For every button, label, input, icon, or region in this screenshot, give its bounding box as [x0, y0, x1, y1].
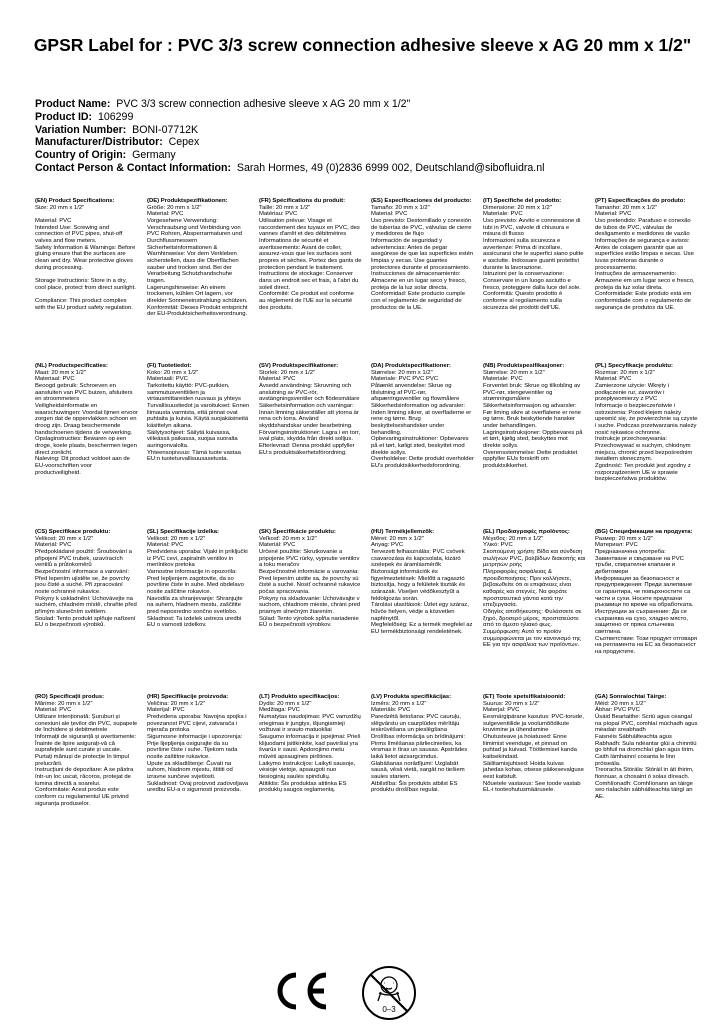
spec-heading: (LT) Produkto specifikacijos:: [259, 694, 340, 700]
spec-heading: (HU) Termékjellemzők:: [371, 529, 435, 535]
spec-block: [147, 198, 250, 363]
info-variation-number: Variation Number: BONI-07712K: [35, 123, 199, 136]
spec-heading: (SV) Produktspecifikationer:: [259, 363, 339, 369]
ce-mark-icon: [280, 975, 326, 1007]
spec-block: [595, 529, 698, 694]
spec-block: [259, 198, 362, 363]
spec-text: Maat: 20 mm x 1/2" Materiaal: PVC Beoogd gebruik: Schroeven en aansluiten van PVC buizen, afsluiters en stroommeters Veiligheidsinformatie en waarschuwingen: Voordat lijmen ervoor zorgen dat de oppervlakken schoon en droog zijn. Draag beschermende handschoenen tijdens de verwerking. Opslaginstructies: Bewaren op een droge, koele plaats, beschermen tegen direct zonlicht. Naleving: Dit product voldoet aan de EU-voorschriften voor productveiligheid.: [35, 369, 138, 476]
spec-block: [35, 529, 138, 694]
spec-text: Storlek: 20 mm x 1/2" Material: PVC Avsedd användning: Skruvning och anslutning av PVC-rör, avstängningsventiler och flödesmätare Säkerhetsinformation och varningar: Innan limning säkerställer att ytorna är rena och torra. Använd skyddshandskar under bearbetning. Förvaringsinstruktioner: Lagra i en torr, sval plats, skydda från direkt solljus. Efterlevnad: Denna produkt uppfyller EU:s produktsäkerhetsförordning.: [259, 369, 361, 456]
spec-text: Velikost: 20 mm x 1/2" Materiál: PVC Předpokládané použití: Šroubování a připojení PVC trubek, uzavíracích ventilů a průtokoměrů Bezpečnostní informace a varování: Před lepením ujistěte se, že povrchy jsou čisté a suché. Při zpracování noste ochranné rukavice. Pokyny k uskladnění: Uchovávejte na suchém, chladném místě, chraňte před přímým slunečním světlem. Soulad: Tento produkt splňuje nařízení EU o bezpečnosti výrobků.: [35, 535, 137, 629]
spec-heading: (PT) Especificações do produto:: [595, 198, 686, 204]
spec-block: [483, 529, 586, 694]
spec-block: [259, 363, 362, 529]
spec-heading: (SK) Špecifikácie produktu:: [259, 529, 336, 535]
spec-block: [259, 529, 362, 694]
spec-row: [35, 529, 698, 694]
language-specifications-grid: [35, 198, 698, 860]
info-product-name: Product Name: PVC 3/3 screw connection adhesive sleeve x AG 20 mm x 1/2": [35, 98, 411, 110]
spec-heading: (EL) Προδιαγραφές προϊόντος:: [483, 529, 570, 535]
product-info: [35, 98, 710, 175]
spec-text: Velikost: 20 mm x 1/2" Material: PVC Predvidena uporaba: Vijaki in priključki iz PVC cevi, zapiralnih ventilov in merilnikov pretoka Varnostne informacije in opozorila: Pred lepljenjem zagotovite, da so površine čiste in suhe. Med obdelavo nosite zaščitne rokavice. Navodila za shranjevanje: Shranjujte na suhem, hladnem mestu, zaščitite pred neposredno sončno svetlobo. Skladnost: Ta izdelek ustreza uredbi EU o varnosti izdelkov.: [147, 535, 248, 629]
spec-heading: (SL) Specifikacije izdelka:: [147, 529, 220, 535]
spec-heading: (CS) Specifikace produktu:: [35, 529, 111, 535]
age-range-label: 0–3: [382, 1005, 396, 1014]
spec-block: [483, 198, 586, 363]
info-country-of-origin: Country of Origin: Germany: [35, 149, 176, 162]
spec-text: Størrelse: 20 mm x 1/2" Materiale: PVC PVC PVC Påtænkt anvendelse: Skrue og tilslutning af PVC-rør, afspærringsventiler og flowmålere Sikkerhedsinformation og advarsler: Inden limning sikrer, at overfladerne er rene og tørre. Brug beskyttelseshandsker under behandling. Opbevaringsinstruktioner: Opbevares på et tørt, køligt sted, beskyttet mod direkte sollys. Overholdelse: Dette produkt overholder EU's produktsikkerhedsforordning.: [371, 369, 474, 469]
spec-text: Størrelse: 20 mm x 1/2" Materiale: PVC Forventet bruk: Skrue og tilkobling av PVC-rør, stengeventiler og strømningsmålere Sikkerhetsinformasjon og advarsler: Før liming sikre at overflatene er rene og tørre. Bruk beskyttende hansker under behandlingen. Lagringsinstruksjoner: Oppbevares på et tørt, kjølig sted, beskyttes mot direkte sollys. Overensstemmelse: Dette produktet oppfyller EUs forskrift om produktsikkerhet.: [483, 369, 583, 469]
page-title: GPSR Label for : PVC 3/3 screw connection adhesive sleeve x AG 20 mm x 1/2": [33, 35, 692, 55]
spec-row: [35, 198, 698, 363]
spec-text: Dydis: 20 mm x 1/2" Medžiaga: PVC Numatytas naudojimas: PVC vamzdžių sriegimas ir jungtys, išjungiamieji vožtuvai ir srauto matuokliai Saugumo informacija ir įspėjimai: Prieš klijuodami įsitikinkite, kad paviršiai yra švarūs ir sausi. Apdorojimo metu mūvėti apsaugines pirštines. Laikymo instrukcijos: Laikyti sausoje, vėsioje vietoje, apsaugoti nuo tiesioginių saulės spindulių. Atitiktis: Šis produktas atitinka ES produktų saugos reglamentą.: [259, 700, 361, 794]
spec-block: [147, 529, 250, 694]
spec-text: Tamanho: 20 mm x 1/2" Material: PVC Uso pretendido: Parafuso e conexão de tubos de PVC, válvulas de desligamento e medidores de vazão Informações de segurança e avisos: Antes de colagem garantir que as superfícies estão limpas e secas. Use luvas protetoras durante o processamento. Instruções de armazenamento: Armazene em um lugar seco e fresco, proteja da luz solar direta. Conformidade: Este produto está em conformidade com o regulamento de segurança de produtos da UE.: [595, 204, 695, 311]
spec-heading: (IT) Specifiche del prodotto:: [483, 198, 562, 204]
spec-row: [35, 363, 698, 529]
spec-heading: (ES) Especificaciones del producto:: [371, 198, 472, 204]
spec-text: Méid: 20 mm x 1/2" Ábhar: PVC PVC Úsáid Beartaithe: Scriú agus ceangal na píopaí PVC, comhlaí múchadh agus méadair sreabhadh Faisnéis Sábháilteachta agus Rabhadh: Sula ndéantar glúi a chinntiú go bhfuil na dromchlaí glan agus tirim. Caith lámhainní cosanta le linn próiseála. Treoracha Stórála: Stóráil in áit thirim, fionnuar, a chosaint ó solas díreach. Comhlíonadh: Comhlíonann an táirge seo rialachán sábháilteachta táirgí an AE.: [595, 700, 698, 800]
compliance-icons: [258, 963, 468, 1023]
spec-block: [371, 363, 474, 529]
spec-block: [595, 363, 698, 529]
spec-heading: (EN) Product Specifications:: [35, 198, 115, 204]
spec-heading: (HR) Specifikacije proizvoda:: [147, 694, 229, 700]
spec-text: Größe: 20 mm x 1/2" Material: PVC Vorgesehene Verwendung: Verschraubung und Verbindung von PVC Rohren, Absperrarmaturen und Durchflussmessern Sicherheitsinformationen & Warnhinweise: Vor dem Verkleben sicherstellen, dass die Oberflächen sauber und trocken sind. Bei der Verarbeitung Schutzhandschuhe tragen. Lagerungshinweise: An einem trockenen, kühlen Ort lagern, vor direkter Sonneneinstrahlung schützen. Konformität: Dieses Produkt entspricht der EU-Produktsicherheitsverordnung.: [147, 204, 248, 318]
spec-heading: (LV) Produkta specifikācijas:: [371, 694, 452, 700]
spec-block: [147, 363, 250, 529]
spec-text: Μέγεθος: 20 mm x 1/2" Υλικό: PVC Σκοπούμενη χρήση: Βίδα και σύνδεση σωλήνων PVC, βαλβίδων διακοπής και μετρητών ροής Πληροφορίες ασφάλειας & προειδοποιήσεις: Πριν κολλήσετε, βεβαιωθείτε ότι οι επιφάνειες είναι καθαρές και στεγνές. Να φοράτε προστατευτικά γάντια κατά την επεξεργασία. Οδηγίες αποθήκευσης: Φυλάσσετε σε ξηρό, δροσερό μέρος, προστατεύστε από το άμεσο ηλιακό φως. Συμμόρφωση: Αυτό το προϊόν συμμορφώνεται με τον κανονισμό της ΕΕ για την ασφάλεια των προϊόντων.: [483, 535, 586, 649]
spec-heading: (GA) Sonraíochtaí Táirge:: [595, 694, 667, 700]
spec-heading: (RO) Specificații produs:: [35, 694, 105, 700]
spec-heading: (BG) Спецификации на продукта:: [595, 529, 693, 535]
spec-heading: (ET) Toote spetsifikatsioonid:: [483, 694, 566, 700]
spec-block: [483, 694, 586, 860]
spec-text: Size: 20 mm x 1/2" Material: PVC Intended Use: Screwing and connection of PVC pipes, shut-off valves and flow meters. Safety Information & Warnings: Before gluing ensure that the surfaces are clean and dry. Wear protective gloves during processing. Storage Instructions: Store in a dry, cool place, protect from direct sunlight. Compliance: This product complies with the EU product safety regulation.: [35, 204, 136, 311]
spec-heading: (NB) Produktspesifikasjoner:: [483, 363, 565, 369]
info-contact: Contact Person & Contact Information: Sarah Hormes, 49 (0)2836 6999 002, Deutschland@sibofluidra.nl: [35, 161, 545, 174]
spec-block: [371, 529, 474, 694]
spec-block: [595, 198, 698, 363]
spec-text: Koko: 20 mm x 1/2" Materiaali: PVC Tarkoitettu käyttö: PVC-putkien, sammutusventtiilien ja virtausmittareiden ruuvaus ja yhteys Turvallisuustiedot ja varoitukset: Ennen liimausta varmista, että pinnat ovat puhtaita ja kuivia. Käytä suojakäsineitä käsittelyn aikana. Säilytysohjeet: Säilytä kuivassa, viileässä paikassa, suojaa suoralta auringonvalolta. Yhteensopivuus: Tämä tuote vastaa EU:n tuoteturvallisuusasetusta.: [147, 369, 250, 463]
spec-text: Rozmiar: 20 mm x 1/2" Materiał: PVC Zamierzone użycie: Wkręty i podłączenie rur, zaworów i przepływomierzy z PVC Informacje o bezpieczeństwie i ostrzeżenia: Przed klejem należy upewnić się, że powierzchnie są czyste i suche. Podczas przetwarzania należy nosić rękawice ochronne. Instrukcje przechowywania: Przechowywać w suchym, chłodnym miejscu, chronić przed bezpośrednim światłem słonecznym. Zgodność: Ten produkt jest zgodny z rozporządzeniem UE w sprawie bezpieczeństwa produktów.: [595, 369, 698, 483]
spec-block: [371, 694, 474, 860]
spec-block: [35, 694, 138, 860]
spec-row: [35, 694, 698, 860]
spec-block: [483, 363, 586, 529]
spec-block: [371, 198, 474, 363]
spec-heading: (FI) Tuotetiedot:: [147, 363, 192, 369]
spec-heading: (NL) Productspecificaties:: [35, 363, 108, 369]
spec-text: Suurus: 20 mm x 1/2" Materjal: PVC Eesmärgipärane kasutus: PVC-torude, sulgeventiilide ja voolumõõdikute kruvimine ja ühendamine Ohutusteave ja hoiatused: Enne liimimist veenduge, et pinnad on puhtad ja kuivad. Töötlemisel kanda kaitsekindaid. Säilitamisjuhised: Hoida kuivas jahedas kohas, otsese päikesevalguse eest kaitstult. Nõuetele vastavus: See toode vastab EL-i tooteohutusmäärusele.: [483, 700, 584, 794]
spec-text: Veľkosť: 20 mm x 1/2" Materiál: PVC Určené použitie: Skrutkovanie a pripojenie PVC rúrky, vypnutie ventilov a toku meračov Bezpečnostné informácie a varovania: Pred lepením uistite sa, že povrchy sú čisté a suché. Nosiť ochranné rukavice počas spracovania. Pokyny na skladovanie: Uchovávajte v suchom, chladnom mieste, chráni pred priamym slnečným žiarením. Súlad: Tento výrobok spĺňa nariadenie EÚ o bezpečnosti výrobkov.: [259, 535, 361, 629]
spec-text: Tamaño: 20 mm x 1/2" Material: PVC Uso previsto: Destornillado y conexión de tuberías de PVC, válvulas de cierre y medidores de flujo Información de seguridad y advertencias: Antes de pegar asegúrese de que las superficies estén limpias y secas. Use guantes protectores durante el procesamiento. Instrucciones de almacenamiento: Almacene en un lugar seco y fresco, proteja de la luz solar directa. Conformidad: Este producto cumple con el reglamento de seguridad de productos de la UE.: [371, 204, 474, 311]
spec-heading: (DE) Produktspezifikationen:: [147, 198, 228, 204]
spec-block: [259, 694, 362, 860]
spec-block: [35, 363, 138, 529]
not-for-children-0-3-icon: [363, 967, 415, 1019]
spec-text: Méret: 20 mm x 1/2" Anyag: PVC Tervezett felhasználás: PVC csövek csavarozása és kapcsolata, kizáró szelepek és áramlásmérők Biztonsági információk és figyelmeztetések: Mielőtt a ragasztó biztosítja, hogy a felületek tiszták és szárazak. Viseljen védőkesztyűt a feldolgozás során. Tárolási utasítások: Üzlet egy száraz, hűvös helyen, védje a közvetlen napfénytől. Megfelelőség: Ez a termék megfelel az EU termékbiztonsági rendeletének.: [371, 535, 473, 635]
spec-text: Izmērs: 20 mm x 1/2" Materiāls: PVC Paredzētā lietošana: PVC cauruļu, slēgvārstu un caurplūdes mērītāju ieskrūvēšana un pieslēgšana Drošības informācija un brīdinājumi: Pirms līmēšanas pārliecinieties, ka virsmas ir tīras un sausas. Apstrādes laikā lietot aizsargcimdus. Glabāšanas norādījumi: Uzglabāt sausā, vēsā vietā, sargāt no tiešiem saules stariem. Atbilstība: Šis produkts atbilst ES produktu drošības regulai.: [371, 700, 468, 794]
spec-heading: (FR) Spécifications du produit:: [259, 198, 346, 204]
spec-block: [595, 694, 698, 860]
spec-heading: (PL) Specyfikacje produktu:: [595, 363, 673, 369]
info-product-id: Product ID: 106299: [35, 110, 134, 123]
spec-text: Dimensione: 20 mm x 1/2" Materiale: PVC Uso previsto: Avvito e connessione di tubi in PVC, valvole di chiusura e misura di flusso Informazioni sulla sicurezza e avvertenze: Prima di incollare, assicurarsi che le superfici siano pulite e asciutte. Indossare guanti protettivi durante la lavorazione. Istruzioni per la conservazione: Conservare in un luogo asciutto e fresco, proteggere dalla luce del sole. Conformità: Questo prodotto è conforme al regolamento sulla sicurezza dei prodotti dell'UE.: [483, 204, 584, 311]
info-manufacturer: Manufacturer/Distributor: Cepex: [35, 136, 200, 149]
spec-text: Taille: 20 mm x 1/2" Matériau: PVC Utilisation prévue: Visage et raccordement des tuyaux en PVC, des vannes d'arrêt et des débitmètres Informations de sécurité et avertissements: Avant de coller, assurez-vous que les surfaces sont propres et sèches. Portez des gants de protection pendant le traitement. Instructions de stockage: Conserver dans un endroit sec et frais, à l'abri du soleil direct. Conformité: Ce produit est conforme au règlement de l'UE sur la sécurité des produits.: [259, 204, 362, 311]
spec-text: Mărime: 20 mm x 1/2" Material: PVC Utilizare intenționată: Șuruburi și conexiuni ale țevilor din PVC, supapele de închidere și debitmetrele Informații de siguranță și avertismente: Înainte de lipire asigurați-vă că suprafețele sunt curate și uscate. Purtați mănuși de protecție în timpul prelucrării. Instrucțiuni de depozitare: A se păstra într-un loc uscat, răcoros, protejat de lumina directă a soarelui. Conformitate: Acest produs este conform cu regulamentul UE privind siguranța produselor.: [35, 700, 138, 807]
spec-block: [35, 198, 138, 363]
spec-block: [147, 694, 250, 860]
spec-heading: (DA) Produktspecifikationer:: [371, 363, 451, 369]
spec-text: Размер: 20 mm x 1/2" Материал: PVC Предназначена употреба: Завинтване и свързване на PVC тръби, спирателни клапани и дебитомери Информация за безопасност и предупреждения: Преди залепване се гарантира, че повърхностите са чисти и сухи. Носете предпазни ръкавици по време на обработката. Инструкции за съхранение: Да се съхранява на сухо, хладно място, защитено от пряка слънчева светлина. Съответствие: Този продукт отговаря на регламента на ЕС за безопасност на продуктите.: [595, 535, 697, 655]
spec-text: Veličina: 20 mm x 1/2" Materijal: PVC Predviđena uporaba: Navojna spojka i povezanost PVC cijevi, zatvarača i mjerača protoka Sigurnosne informacije i upozorenja: Prije lijepljenja osigurajte da su površine čiste i suhe. Tijekom rada nosite zaštitne rukavice. Upute za skladištenje: Čuvati na suhom, hladnom mjestu, štititi od izravne sunčeve svjetlosti. Sukladnost: Ovaj proizvod zadovoljava uredbu EU-a o sigurnosti proizvoda.: [147, 700, 249, 794]
